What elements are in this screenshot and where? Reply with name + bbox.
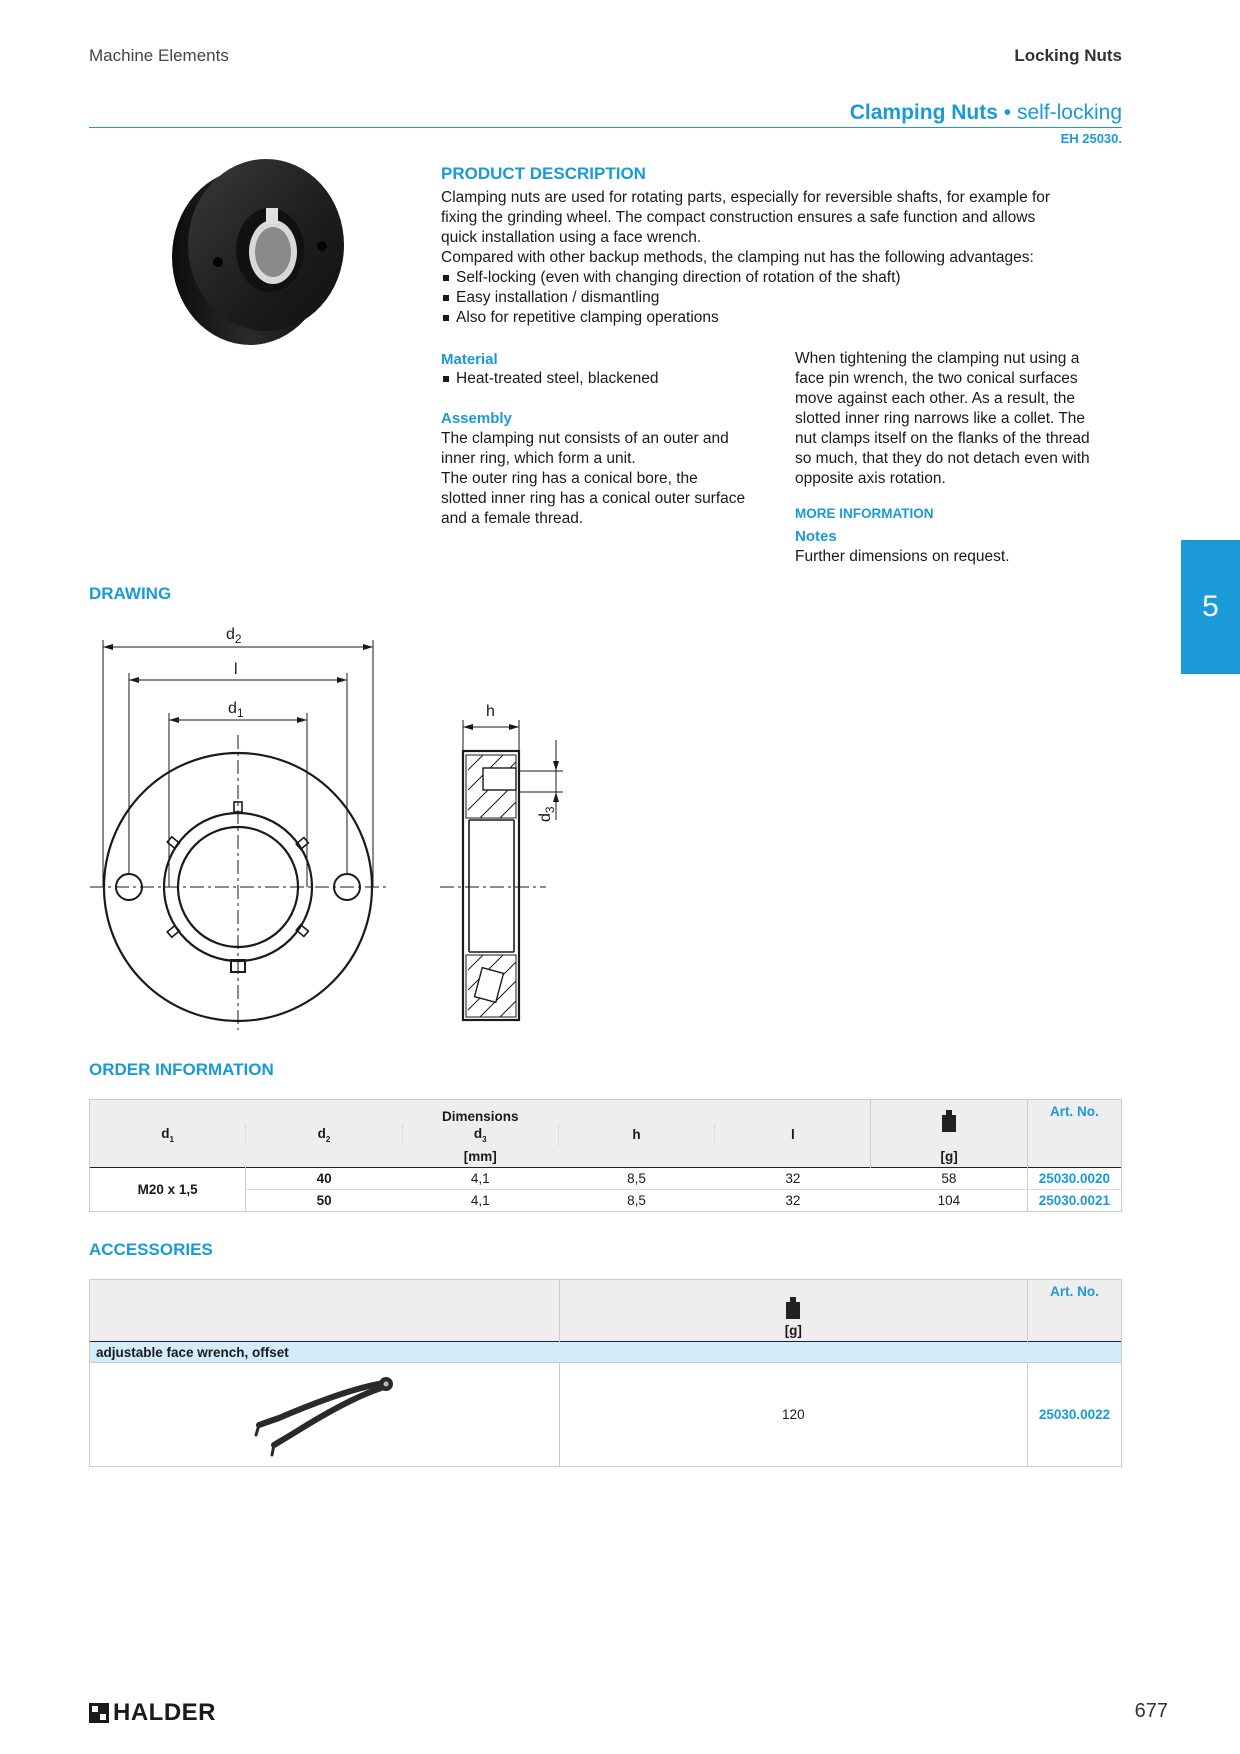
label-d1-sub: 1 (236, 706, 244, 720)
assembly-line: inner ring, which form a unit. (441, 450, 636, 467)
face-wrench-image (234, 1363, 414, 1463)
col-d3: $d_3$ (402, 1124, 558, 1146)
cell-d2: 50 (246, 1190, 402, 1212)
table-row (90, 1168, 1122, 1190)
drawing-heading: DRAWING (89, 584, 172, 603)
cell-l: 32 (715, 1190, 871, 1212)
brand-name: HALDER (113, 1699, 216, 1726)
tightening-line: so much, that they do not detach even with (795, 450, 1090, 467)
acc-weight-icon (560, 1296, 1027, 1323)
assembly-line: The clamping nut consists of an outer and (441, 430, 729, 447)
unit-mm: [mm] (402, 1146, 558, 1168)
label-d3-sym: d (537, 813, 554, 822)
cell-h: 8,5 (558, 1190, 714, 1212)
advantage-item: Easy installation / dismantling (441, 288, 1131, 308)
acc-header-row (90, 1280, 1122, 1342)
col-d1: $d_1$ (90, 1124, 246, 1146)
cell-d1: M20 x 1,5 (90, 1168, 246, 1212)
material-item: Heat-treated steel, blackened (441, 369, 1240, 389)
assembly-line: The outer ring has a conical bore, the (441, 470, 698, 487)
header-category: Locking Nuts (1014, 46, 1122, 65)
label-d1-sym: d (228, 700, 237, 717)
tightening-line: slotted inner ring narrows like a collet. The (795, 410, 1086, 427)
label-d3 (537, 806, 557, 822)
title-divider (89, 127, 1122, 128)
acc-group-label: adjustable face wrench, offset (90, 1342, 1122, 1363)
acc-unit-g: [g] (784, 1323, 802, 1338)
label-d1 (228, 700, 244, 720)
notes-heading: Notes (795, 528, 837, 545)
acc-weight-value: 120 (559, 1363, 1027, 1467)
label-l: l (234, 661, 238, 678)
order-table (89, 1099, 1122, 1212)
weight-icon (871, 1100, 1027, 1146)
advantage-item: Self-locking (even with changing direction of rotation of the shaft) (441, 268, 1131, 288)
description-body (441, 188, 1131, 328)
brand-logo (89, 1699, 216, 1727)
assembly-line: slotted inner ring has a conical outer surface (441, 490, 746, 507)
description-line: Clamping nuts are used for rotating parts, especially for reversible shafts, for example for (441, 189, 1051, 206)
order-header-row (90, 1100, 1122, 1124)
description-line: Compared with other backup methods, the clamping nut has the following advantages: (441, 249, 1034, 266)
label-d3-sub: 3 (543, 806, 557, 814)
cell-d3: 4,1 (402, 1168, 558, 1190)
assembly-heading: Assembly (441, 410, 512, 427)
col-d2: $d_2$ (246, 1124, 402, 1146)
header-section: Machine Elements (89, 46, 229, 65)
cell-g: 104 (871, 1190, 1027, 1212)
dimensions-label: Dimensions (90, 1100, 871, 1124)
unit-g: [g] (871, 1146, 1027, 1168)
cell-art[interactable]: 25030.0020 (1027, 1168, 1121, 1190)
accessories-table (89, 1279, 1122, 1467)
tightening-line: move against each other. As a result, the (795, 390, 1076, 407)
cell-art[interactable]: 25030.0021 (1027, 1190, 1121, 1212)
assembly-line: and a female thread. (441, 510, 584, 527)
acc-art-label: Art. No. (1028, 1280, 1122, 1342)
description-line: quick installation using a face wrench. (441, 229, 702, 246)
notes-text: Further dimensions on request. (795, 548, 1010, 565)
order-heading: ORDER INFORMATION (89, 1060, 274, 1079)
chapter-tab[interactable]: 5 (1181, 540, 1240, 674)
product-code: EH 25030. (1060, 131, 1122, 146)
tightening-line: nut clamps itself on the flanks of the thread (795, 430, 1090, 447)
assembly-body (441, 429, 771, 529)
tightening-body (795, 349, 1125, 489)
acc-group-row (90, 1342, 1122, 1363)
cell-d2: 40 (246, 1168, 402, 1190)
tightening-line: face pin wrench, the two conical surfaces (795, 370, 1078, 387)
cell-l: 32 (715, 1168, 871, 1190)
order-units-row (90, 1146, 1122, 1168)
cell-g: 58 (871, 1168, 1027, 1190)
acc-art-value[interactable]: 25030.0022 (1028, 1363, 1122, 1467)
label-d2-sym: d (226, 626, 235, 643)
page-number: 677 (1134, 1700, 1168, 1722)
label-d2-sub: 2 (234, 632, 242, 646)
technical-drawing (88, 620, 568, 1030)
accessories-heading: ACCESSORIES (89, 1240, 213, 1259)
cell-d3: 4,1 (402, 1190, 558, 1212)
cell-h: 8,5 (558, 1168, 714, 1190)
title-sep: • (997, 101, 1017, 124)
title-main: Clamping Nuts (849, 101, 998, 124)
tightening-line: When tightening the clamping nut using a (795, 350, 1080, 367)
description-heading: PRODUCT DESCRIPTION (441, 164, 646, 183)
col-h: h (558, 1124, 714, 1146)
description-line: fixing the grinding wheel. The compact construction ensures a safe function and allows (441, 209, 1036, 226)
label-d2 (226, 626, 242, 646)
acc-weight-cell (559, 1280, 1027, 1342)
label-h: h (486, 703, 495, 720)
col-l: l (715, 1124, 871, 1146)
tightening-line: opposite axis rotation. (795, 470, 946, 487)
table-row (90, 1363, 1122, 1467)
title-sub: self-locking (1016, 101, 1122, 124)
advantage-item: Also for repetitive clamping operations (441, 308, 1131, 328)
order-art-label: Art. No. (1027, 1100, 1121, 1168)
material-heading: Material (441, 351, 498, 368)
brand-mark-icon (89, 1703, 109, 1723)
more-info-heading: MORE INFORMATION (795, 506, 934, 521)
acc-image-cell (90, 1363, 560, 1467)
page-title (850, 101, 1122, 125)
product-photo (170, 152, 345, 347)
